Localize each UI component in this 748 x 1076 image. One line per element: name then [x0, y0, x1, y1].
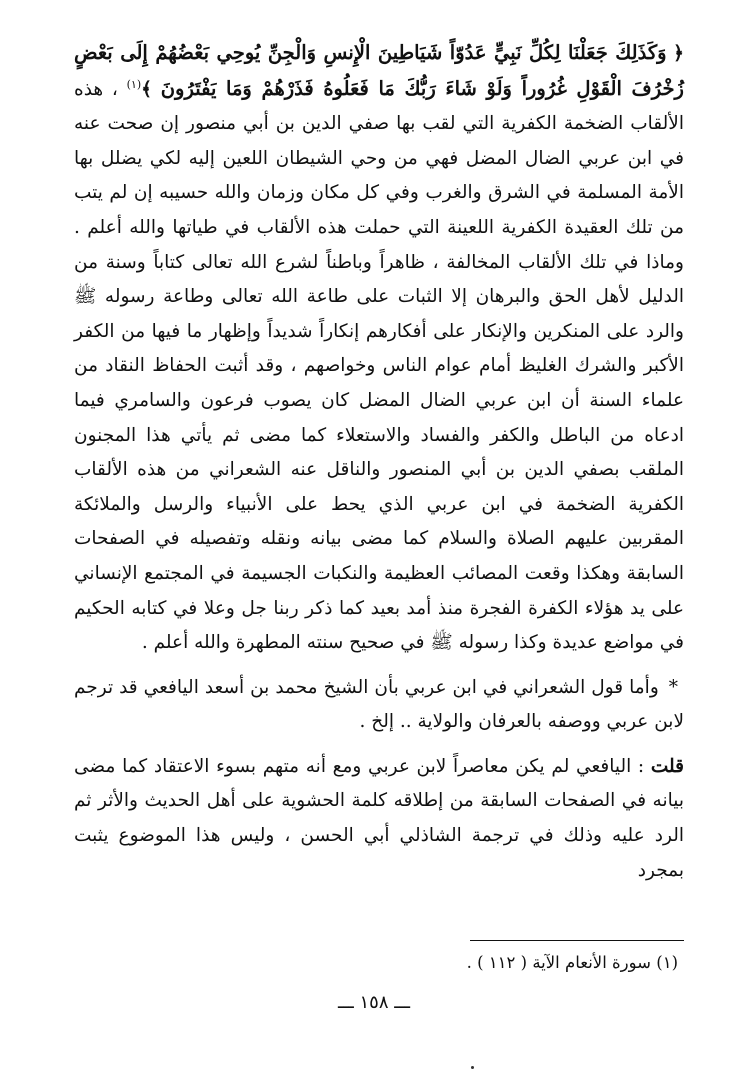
paragraph-3: [74, 750, 684, 888]
star-marker: *: [668, 676, 678, 698]
footnote-reference[interactable]: (١): [126, 77, 142, 91]
footnote: (١) سورة الأنعام الآية ( ١١٢ ) .: [466, 953, 678, 972]
paragraph-2-text: وأما قول الشعراني في ابن عربي بأن الشيخ محمد بن أسعد اليافعي قد ترجم لابن عربي ووصفه بالعرفان والولاية .. إلخ .: [74, 676, 684, 733]
page-body: [74, 36, 684, 888]
quran-open-bracket: ﴿: [673, 43, 684, 64]
scan-dot: [471, 1066, 474, 1069]
paragraph-gap: [74, 740, 684, 750]
paragraph-3-lead: قلت: [650, 755, 684, 777]
paragraph-1: [74, 36, 684, 661]
page-number: ـــ ١٥٨ ـــ: [337, 992, 411, 1013]
quran-close-bracket: ﴾: [141, 78, 152, 100]
footnote-divider: [470, 940, 684, 941]
paragraph-3-text: : اليافعي لم يكن معاصراً لابن عربي ومع أنه متهم بسوء الاعتقاد كما مضى بيانه في الصفحات السابقة من إطلاقه كلمة الحشوية على أهل الحديث والأثر ثم الرد عليه وذلك في ترجمة الشاذلي أبي الحسن ، وليس هذا الموضوع يثبت بمجرد: [74, 755, 684, 881]
paragraph-gap: [74, 661, 684, 671]
paragraph-2: [74, 671, 684, 740]
paragraph-1-text: ، هذه الألقاب الضخمة الكفرية التي لقب بها صفي الدين بن أبي منصور إن صحت عنه في ابن عربي الضال المضل فهي من وحي الشيطان اللعين إليه لكي يضلل بها الأمة المسلمة في الشرق والغرب وفي كل مكان وزمان والله حسيبه إن لم يتب من تلك العقيدة الكفرية اللعينة التي حملت هذه الألقاب في طياتها والله أعلم . وماذا في تلك الألقاب المخالفة ، ظاهراً وباطناً لشرع الله تعالى كتاباً وسنة من الدليل لأهل الحق والبرهان إلا الثبات على طاعة الله تعالى وطاعة رسوله ﷺ والرد على المنكرين والإنكار على أفكارهم إنكاراً شديداً وإظهار ما فيها من الكفر الأكبر والشرك الغليظ أمام عوام الناس وخواصهم ، وقد أثبت الحفاظ النقاد من علماء السنة أن ابن عربي الضال المضل كان يصوب فرعون والسامري فيما ادعاه من الباطل والكفر والفساد والاستعلاء كما مضى ثم يأتي هذا المجنون الملقب بصفي الدين بن أبي المنصور والناقل عنه الشعراني من هذه الألقاب الكفرية الضخمة في ابن عربي الذي يحط على الأنبياء والرسل والملائكة المقربين عليهم الصلاة والسلام كما مضى بيانه ونقله وتفصيله في الصفحات السابقة وهكذا وقعت المصائب العظيمة والنكبات الجسيمة في المجتمع الإنساني على يد هؤلاء الكفرة الفجرة منذ أمد بعيد كما ذكر ربنا جل وعلا في كتابه الحكيم في مواضع عديدة وكذا رسوله ﷺ في صحيح سنته المطهرة والله أعلم .: [74, 78, 684, 654]
quran-verse: وَكَذَلِكَ جَعَلْنَا لِكُلِّ نَبِيٍّ عَدُوّاً شَيَاطِينَ الْإِنسِ وَالْجِنِّ يُوحِي بَعْضُهُمْ إِلَى بَعْضٍ زُخْرُفَ الْقَوْلِ غُرُوراً وَلَوْ شَاءَ رَبُّكَ مَا فَعَلُوهُ فَذَرْهُمْ وَمَا يَفْتَرُونَ: [74, 41, 684, 100]
